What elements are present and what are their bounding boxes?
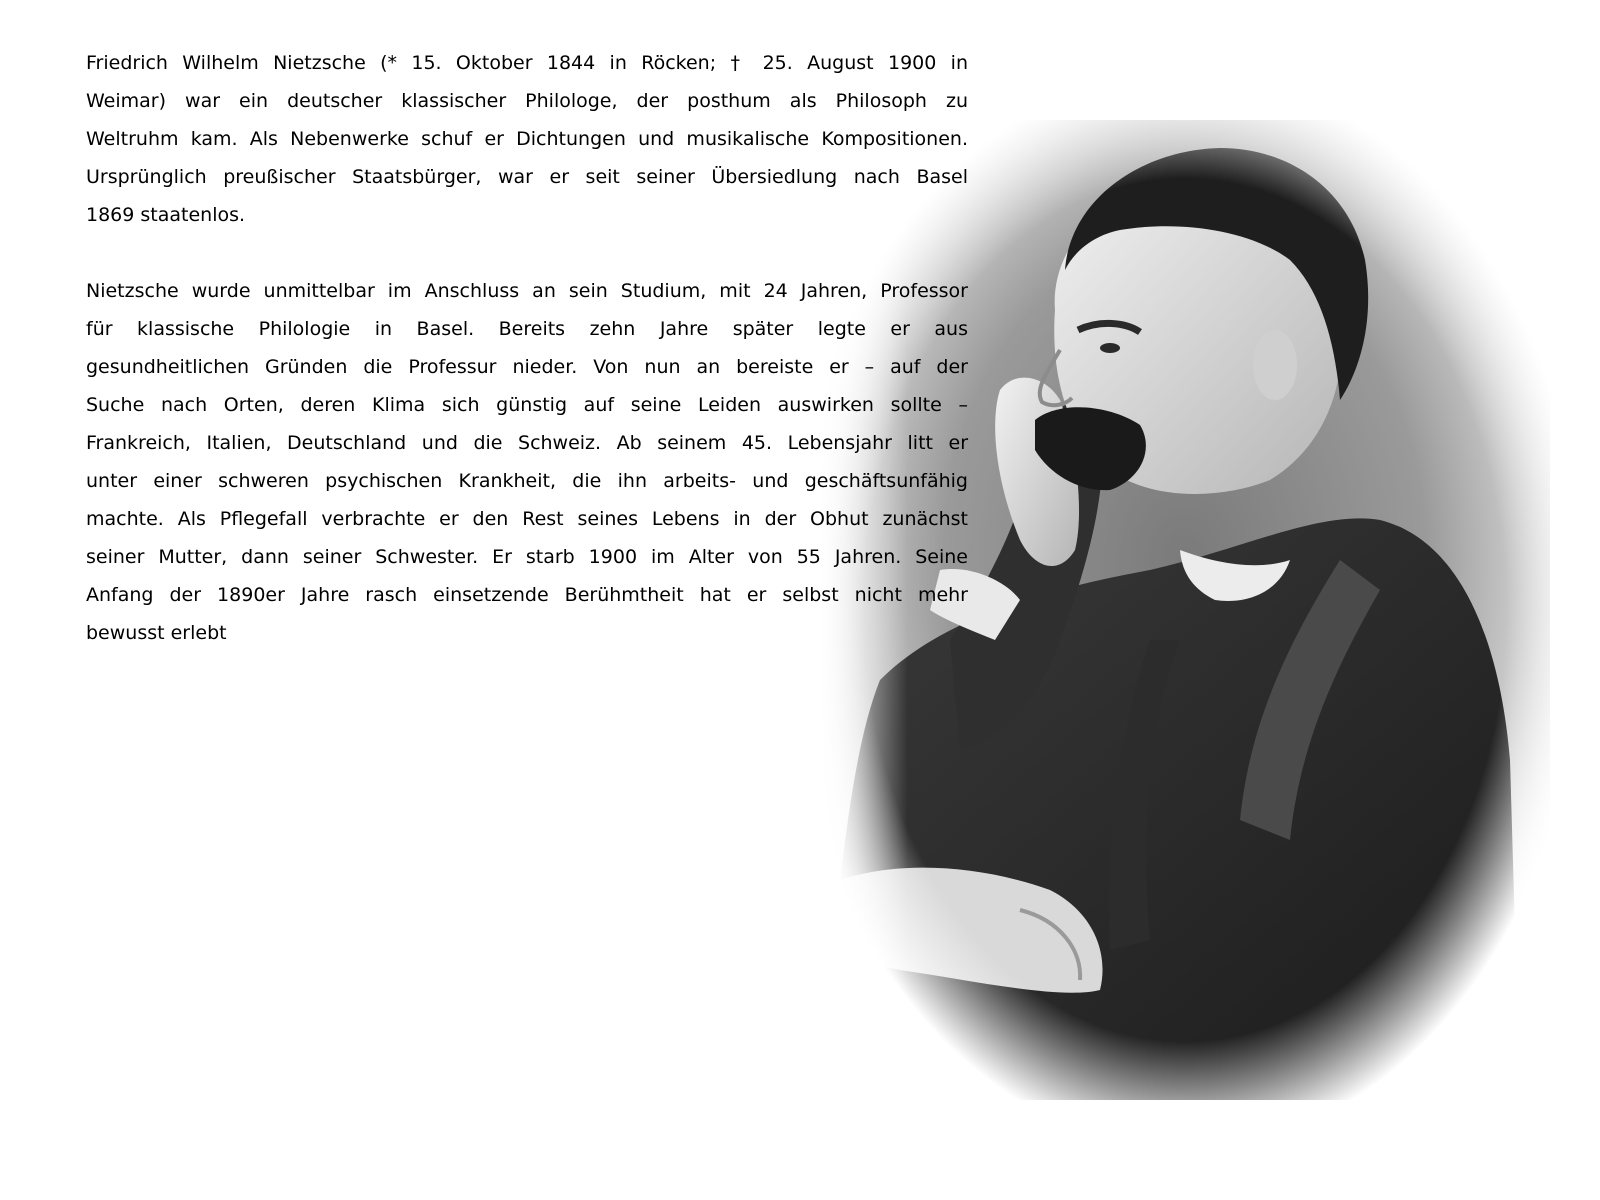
text-line: 1869 staatenlos. [86,204,246,226]
text-line: Frankreich, Italien, Deutschland und die Schweiz. Ab seinem 45. Lebensjahr litt er [86,432,968,454]
paragraph-career [86,272,968,652]
text-line: für klassische Philologie in Basel. Bereits zehn Jahre später legte er aus [86,318,968,340]
text-line: bewusst erlebt [86,622,227,644]
text-line: seiner Mutter, dann seiner Schwester. Er starb 1900 im Alter von 55 Jahren. Seine [86,546,968,568]
text-line: Nietzsche wurde unmittelbar im Anschluss an sein Studium, mit 24 Jahren, Professor [86,280,968,302]
text-line: unter einer schweren psychischen Krankheit, die ihn arbeits- und geschäftsunfähig [86,470,968,492]
text-line: Weltruhm kam. Als Nebenwerke schuf er Dichtungen und musikalische Kompositionen. [86,128,968,150]
paragraph-intro [86,44,968,234]
text-line: machte. Als Pflegefall verbrachte er den Rest seines Lebens in der Obhut zunächst [86,508,968,530]
text-line: Ursprünglich preußischer Staatsbürger, war er seit seiner Übersiedlung nach Basel [86,166,968,188]
text-line: Suche nach Orten, deren Klima sich günstig auf seine Leiden auswirken sollte – [86,394,968,416]
text-line: Anfang der 1890er Jahre rasch einsetzende Berühmtheit hat er selbst nicht mehr [86,584,968,606]
text-line: Friedrich Wilhelm Nietzsche (* 15. Oktober 1844 in Röcken; † 25. August 1900 in [86,52,968,74]
text-line: gesundheitlichen Gründen die Professur nieder. Von nun an bereiste er – auf der [86,356,968,378]
text-line: Weimar) war ein deutscher klassischer Philologe, der posthum als Philosoph zu [86,90,968,112]
biography-text [86,44,968,652]
